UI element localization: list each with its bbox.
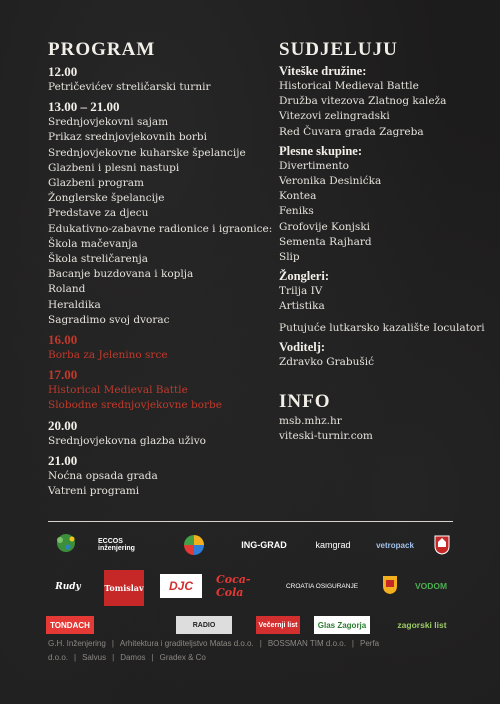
program-item: Žonglerske špelancije	[48, 192, 165, 205]
logo-zagorje	[46, 530, 86, 562]
sponsor-name: Gradex & Co	[159, 653, 206, 662]
program-item: Historical Medieval Battle	[48, 384, 188, 397]
participant-item: Feniks	[279, 205, 314, 218]
logo-ing-grad: ING-GRAD	[241, 540, 287, 550]
logo-zagorski-list: zagorski list	[397, 620, 447, 630]
logo-crest	[432, 534, 452, 556]
participant-group-heading: Žongleri:	[279, 269, 329, 284]
sponsor-logos	[46, 530, 456, 648]
program-title: PROGRAM	[48, 39, 156, 60]
logo-vecernji-list: Večernji list	[256, 616, 300, 634]
program-item: Srednjovjekovna glazba uživo	[48, 434, 206, 447]
program-item: Škola streličarenja	[48, 253, 149, 266]
participant-group-heading: Plesne skupine:	[279, 143, 363, 158]
program-item: Heraldika	[48, 298, 101, 311]
separator: |	[351, 639, 354, 648]
program-time: 12.00	[48, 64, 78, 79]
info-website-1[interactable]: msb.mhz.hr	[279, 415, 342, 428]
program-time: 16.00	[48, 332, 78, 348]
participant-item: Vitezovi zelingradski	[279, 110, 390, 123]
program-item: Srednjovjekovni sajam	[48, 116, 169, 129]
logo-radio: RADIO	[176, 616, 232, 634]
separator: |	[259, 639, 262, 648]
program-time: 17.00	[48, 367, 78, 383]
logo-glas-zagorja: Glas Zagorja	[314, 616, 370, 634]
program-item: Glazbeni i plesni nastupi	[48, 161, 180, 174]
program-time: 20.00	[48, 417, 78, 433]
separator: |	[111, 639, 114, 648]
participant-item: Red Čuvara grada Zagreba	[279, 125, 424, 138]
participant-group-heading: Voditelj:	[279, 339, 326, 354]
program-column	[48, 39, 273, 499]
participant-item: Sementa Rajhard	[279, 235, 372, 248]
program-time: 13.00 – 21.00	[48, 99, 120, 115]
sponsor-names	[48, 637, 458, 665]
participant-item: Kontea	[279, 190, 317, 203]
logo-tomislav: Tomislav	[104, 570, 144, 606]
logo-coca-cola: Coca-Cola	[216, 573, 251, 599]
pinwheel-icon	[183, 534, 205, 556]
separator: |	[112, 653, 115, 662]
logo-tondach: TONDACH	[46, 616, 94, 634]
logo-rudy: Rudy	[55, 582, 81, 592]
participant-item: Divertimento	[279, 159, 349, 172]
program-item: Petričevićev streličarski turnir	[48, 81, 211, 93]
sponsor-name: Perfa d.o.o.	[48, 639, 380, 662]
coat-of-arms-icon	[434, 535, 450, 555]
participants-title: SUDJELUJU	[279, 39, 398, 60]
program-time: 21.00	[48, 452, 78, 468]
footer-divider	[48, 521, 453, 522]
logo-croatia-osiguranje: CROATIA OSIGURANJE	[285, 582, 359, 590]
program-schedule	[48, 64, 273, 499]
shield-icon	[382, 575, 398, 595]
participant-group-heading: Viteške družine:	[279, 64, 367, 78]
program-item: Prikaz srednjovjekovnih borbi	[48, 131, 207, 144]
logo-county-crest	[380, 574, 400, 596]
sponsor-list	[48, 637, 458, 665]
participant-item: Zdravko Grabušić	[279, 355, 375, 368]
info-website-2[interactable]: viteski-turnir.com	[279, 430, 373, 443]
separator: |	[74, 653, 77, 662]
participant-item: Trilja IV	[279, 285, 323, 298]
program-item: Vatreni programi	[48, 485, 140, 498]
logo-kamgrad: kamgrad	[315, 540, 351, 550]
logo-row-1	[46, 530, 456, 566]
program-item: Sagradimo svoj dvorac	[48, 313, 170, 326]
zagorje-logo-icon	[48, 531, 84, 561]
program-item: Srednjovjekovne kuharske špelancije	[48, 146, 246, 159]
logo-row-2	[46, 572, 456, 608]
participant-item: Veronika Desinićka	[279, 175, 382, 188]
logo-eccos: ECCOS inženjering	[98, 538, 135, 552]
program-item: Noćna opsada grada	[48, 469, 158, 482]
participants-column	[279, 40, 499, 444]
logo-djc: DJC	[160, 574, 202, 598]
participant-item: Putujuće lutkarsko kazalište Ioculatori	[279, 321, 485, 334]
program-item: Roland	[48, 283, 86, 296]
participant-item: Artistika	[279, 300, 325, 313]
logo-vetropack: vetropack	[376, 540, 414, 550]
info-title: INFO	[279, 391, 331, 413]
program-item: Borba za Jelenino srce	[48, 349, 168, 362]
logo-piramida	[168, 532, 220, 558]
participant-item: Družba vitezova Zlatnog kaleža	[279, 95, 447, 108]
participant-item: Slip	[279, 251, 300, 264]
participant-item: Grofovije Konjski	[279, 220, 371, 233]
logo-vodom: VODOM	[414, 581, 448, 591]
program-item: Predstave za djecu	[48, 207, 149, 220]
participant-item: Historical Medieval Battle	[279, 80, 419, 92]
sponsor-name: BOSSMAN TIM d.o.o.	[267, 639, 346, 648]
sponsor-name: Arhitektura i graditeljstvo Matas d.o.o.	[119, 639, 254, 648]
sponsor-name: Damos	[120, 653, 146, 662]
program-item: Glazbeni program	[48, 177, 144, 190]
participant-groups	[279, 64, 499, 370]
sponsor-name: Salvus	[82, 653, 107, 662]
separator: |	[151, 653, 154, 662]
sponsor-name: G.H. Inženjering	[48, 639, 106, 648]
program-item: Škola mačevanja	[48, 237, 138, 250]
program-item: Edukativno-zabavne radionice i igraonice:	[48, 222, 273, 235]
program-item: Slobodne srednjovjekovne borbe	[48, 399, 222, 412]
program-item: Bacanje buzdovana i koplja	[48, 268, 194, 281]
